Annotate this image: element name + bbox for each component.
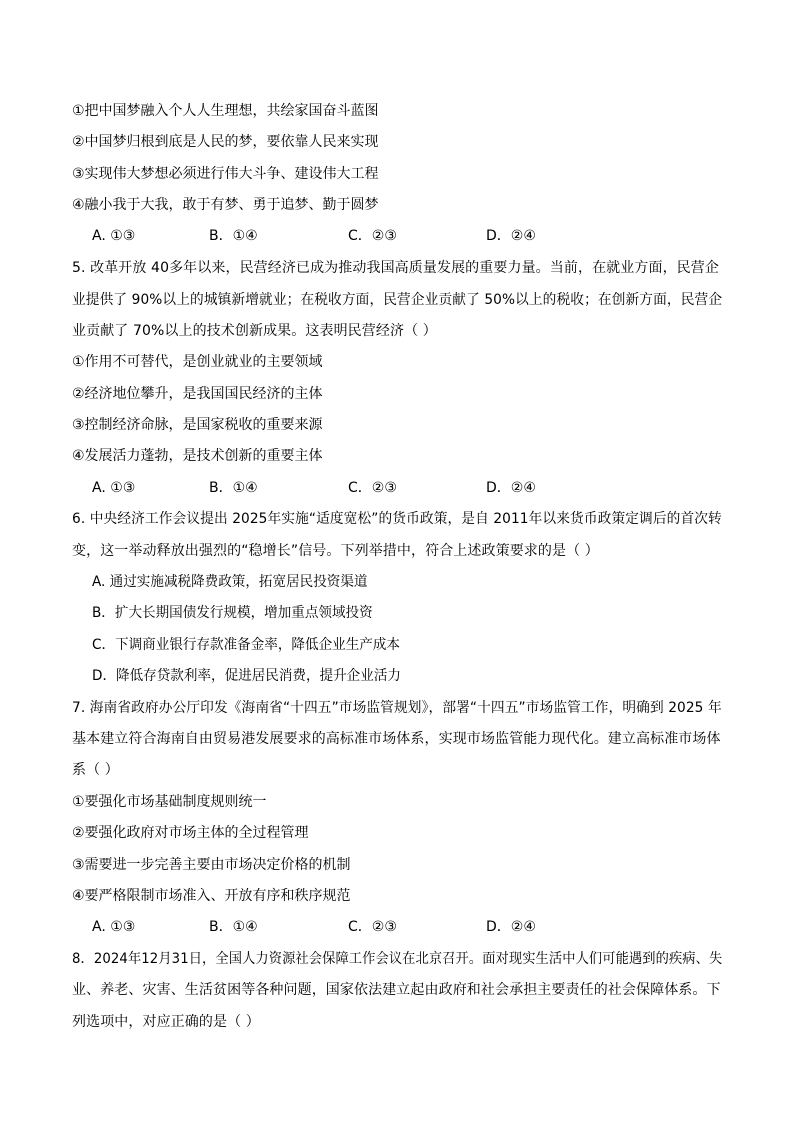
q7-stem-line-1: 7. 海南省政府办公厅印发《海南省“十四五”市场监管规划》，部署“十四五”市场监管工作，明确到 2025 年 <box>72 700 722 716</box>
q7-option-d[interactable]: D．②④ <box>486 919 536 935</box>
q7-stem-line-3: 系（ ） <box>72 762 119 778</box>
q7-item-4: ④要严格限制市场准入、开放有序和秩序规范 <box>72 888 351 904</box>
q5-item-1: ①作用不可替代，是创业就业的主要领域 <box>72 354 323 370</box>
q4-item-3: ③实现伟大梦想必须进行伟大斗争、建设伟大工程 <box>72 166 379 182</box>
q5-item-4: ④发展活力蓬勃，是技术创新的重要主体 <box>72 448 323 464</box>
q5-options <box>72 478 722 498</box>
q4-option-a[interactable]: A. ①③ <box>92 228 136 244</box>
q6-choice-d[interactable]: D．降低存贷款利率，促进居民消费，提升企业活力 <box>92 668 401 684</box>
q6-stem-line-1: 6. 中央经济工作会议提出 2025年实施“适度宽松”的货币政策，是自 2011年以来货币政策定调后的首次转 <box>72 511 722 527</box>
q5-option-a[interactable]: A. ①③ <box>92 480 136 496</box>
q4-option-d[interactable]: D．②④ <box>486 228 536 244</box>
q4-options <box>72 226 722 246</box>
q5-option-b[interactable]: B．①④ <box>209 480 258 496</box>
q4-option-c[interactable]: C．②③ <box>348 228 397 244</box>
q5-stem-line-1: 5. 改革开放 40多年以来，民营经济已成为推动我国高质量发展的重要力量。当前，在就业方面，民营企 <box>72 260 719 276</box>
q4-item-4: ④融小我于大我，敢于有梦、勇于追梦、勤于圆梦 <box>72 197 379 213</box>
q5-option-d[interactable]: D．②④ <box>486 480 536 496</box>
q8-stem-line-1: 8．2024年12月31日，全国人力资源社会保障工作会议在北京召开。面对现实生活中人们可能遇到的疾病、失 <box>72 951 723 967</box>
q7-option-a[interactable]: A. ①③ <box>92 919 136 935</box>
q8-stem-line-2: 业、养老、灾害、生活贫困等各种问题，国家依法建立起由政府和社会承担主要责任的社会保障体系。下 <box>72 982 721 998</box>
q7-item-2: ②要强化政府对市场主体的全过程管理 <box>72 825 309 841</box>
q6-choice-a[interactable]: A. 通过实施减税降费政策，拓宽居民投资渠道 <box>92 574 368 590</box>
q8-stem-line-3: 列选项中，对应正确的是（ ） <box>72 1014 260 1030</box>
q7-option-c[interactable]: C．②③ <box>348 919 397 935</box>
q4-option-b[interactable]: B．①④ <box>209 228 258 244</box>
q7-stem-line-2: 基本建立符合海南自由贸易港发展要求的高标准市场体系，实现市场监管能力现代化。建立高标准市场体 <box>72 731 721 747</box>
q7-options <box>72 917 722 937</box>
q6-choice-b[interactable]: B．扩大长期国债发行规模，增加重点领域投资 <box>92 605 373 621</box>
q5-option-c[interactable]: C．②③ <box>348 480 397 496</box>
q6-choice-c[interactable]: C．下调商业银行存款准备金率，降低企业生产成本 <box>92 637 400 653</box>
q6-stem-line-2: 变，这一举动释放出强烈的“稳增长”信号。下列举措中，符合上述政策要求的是（ ） <box>72 543 599 559</box>
q4-item-1: ①把中国梦融入个人人生理想，共绘家国奋斗蓝图 <box>72 103 379 119</box>
q5-item-2: ②经济地位攀升，是我国国民经济的主体 <box>72 386 323 402</box>
q7-item-1: ①要强化市场基础制度规则统一 <box>72 794 267 810</box>
q4-item-2: ②中国梦归根到底是人民的梦，要依靠人民来实现 <box>72 134 379 150</box>
q7-option-b[interactable]: B．①④ <box>209 919 258 935</box>
q7-item-3: ③需要进一步完善主要由市场决定价格的机制 <box>72 857 351 873</box>
q5-stem-line-2: 业提供了 90%以上的城镇新增就业；在税收方面，民营企业贡献了 50%以上的税收；在创新方面，民营企 <box>72 292 723 308</box>
q5-stem-line-3: 业贡献了 70%以上的技术创新成果。这表明民营经济（ ） <box>72 323 437 339</box>
q5-item-3: ③控制经济命脉，是国家税收的重要来源 <box>72 417 323 433</box>
